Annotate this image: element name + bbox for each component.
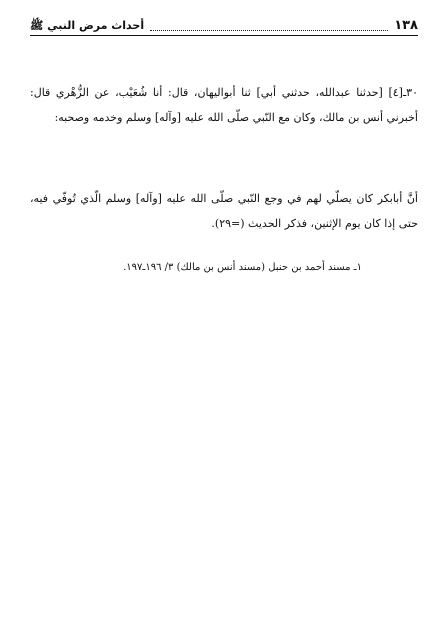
page-number: ١٣٨ [394,18,418,33]
page-header [30,14,418,34]
running-title: أحداث مرض النبي ﷺ [30,19,145,32]
header-rule [30,35,418,36]
hadith-paragraph-1: ٣٠ـ[٤] [حدثنا عبدالله، حدثني أبي] ثنا أبواليهان، قال: أنا شُعَيْب، عن الزُّهْري قال: أخبرني أنس بن مالك، وكان مع النّبي صلّى الله عليه [وآله] وسلم وخدمه وصحبه: [30,86,418,124]
footnote: ١ـ مسند أحمد بن حنبل (مسند أنس بن مالك) ٣/ ١٩٦ـ١٩٧. [123,262,362,273]
header-dotted-leader [150,29,388,31]
hadith-paragraph-2: أنَّ أبابكر كان يصلّي لهم في وجع النّبي صلّى الله عليه [وآله] وسلم الّذي تُوفّي فيه، حتى إذا كان يوم الإثنين، فذكر الحديث (=٢٩). [30,192,418,230]
